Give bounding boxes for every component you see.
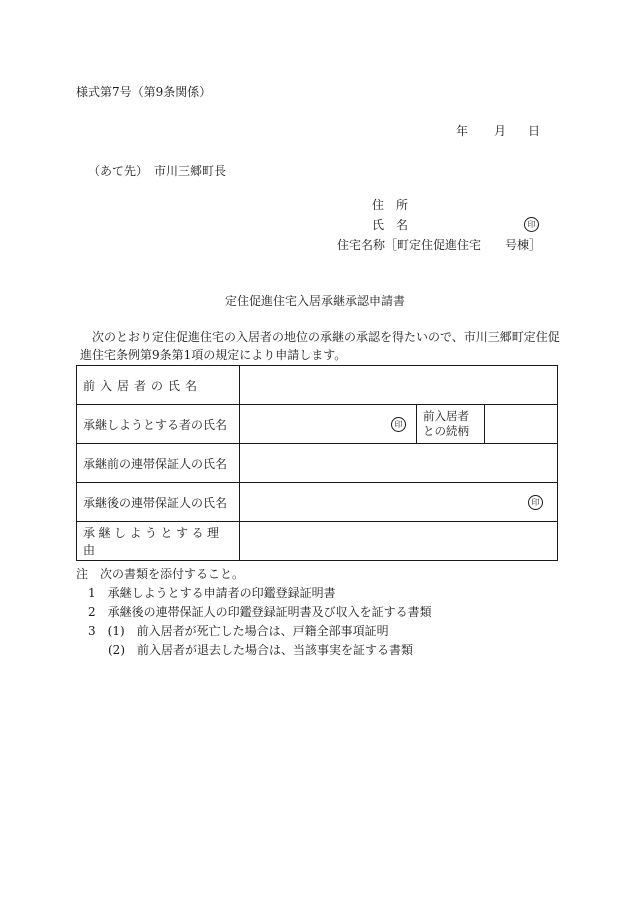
row-guarantor-before <box>77 444 558 483</box>
body-text: 次のとおり定住促進住宅の入居者の地位の承継の承認を得たいので、市川三郷町定住促進住宅条例第9条第1項の規定により申請します。 <box>80 330 560 362</box>
housing-name-label: 住宅名称［町定住促進住宅 号棟］ <box>337 238 542 252</box>
guarantor-after-label: 承継後の連帯保証人の氏名 <box>77 483 240 522</box>
prev-resident-field[interactable] <box>240 366 558 405</box>
guarantor-after-field[interactable] <box>240 483 558 522</box>
application-table <box>76 365 558 561</box>
relation-label-line1: 前入居者 <box>423 409 469 423</box>
relation-label-line2: との続柄 <box>423 424 469 438</box>
successor-field[interactable] <box>240 405 417 444</box>
relation-label <box>417 405 485 444</box>
address-label: 住 所 <box>372 198 409 212</box>
row-guarantor-after <box>77 483 558 522</box>
document-title: 定住促進住宅入居承継承認申請書 <box>225 294 406 308</box>
note-item-2: 2 承継後の連帯保証人の印鑑登録証明書及び収入を証する書類 <box>88 605 432 619</box>
attachment-notes <box>76 565 432 660</box>
date-month: 月 <box>494 124 507 138</box>
row-reason <box>77 522 558 561</box>
row-prev-resident <box>77 366 558 405</box>
reason-label: 承継しようとする理由 <box>77 522 240 561</box>
successor-label: 承継しようとする者の氏名 <box>77 405 240 444</box>
successor-seal: 印 <box>391 417 406 432</box>
relation-field[interactable] <box>485 405 558 444</box>
guarantor-before-label: 承継前の連帯保証人の氏名 <box>77 444 240 483</box>
applicant-seal: 印 <box>524 217 539 232</box>
row-successor <box>77 405 558 444</box>
guarantor-before-field[interactable] <box>240 444 558 483</box>
form-number: 様式第7号（第9条関係） <box>76 85 212 99</box>
note-item-1: 1 承継しようとする申請者の印鑑登録証明書 <box>88 586 336 600</box>
date-year: 年 <box>456 124 469 138</box>
reason-field[interactable] <box>240 522 558 561</box>
prev-resident-label: 前入居者の氏名 <box>77 366 240 405</box>
guarantor-after-seal: 印 <box>528 495 543 510</box>
note-item-3-2: (2) 前入居者が退去した場合は、当該事実を証する書類 <box>108 643 414 657</box>
name-label: 氏 名 <box>372 218 409 232</box>
addressee: （あて先） 市川三郷町長 <box>88 164 227 178</box>
note-item-3: 3 (1) 前入居者が死亡した場合は、戸籍全部事項証明 <box>88 624 389 638</box>
notes-header: 注 次の書類を添付すること。 <box>76 567 245 581</box>
date-day: 日 <box>528 124 541 138</box>
